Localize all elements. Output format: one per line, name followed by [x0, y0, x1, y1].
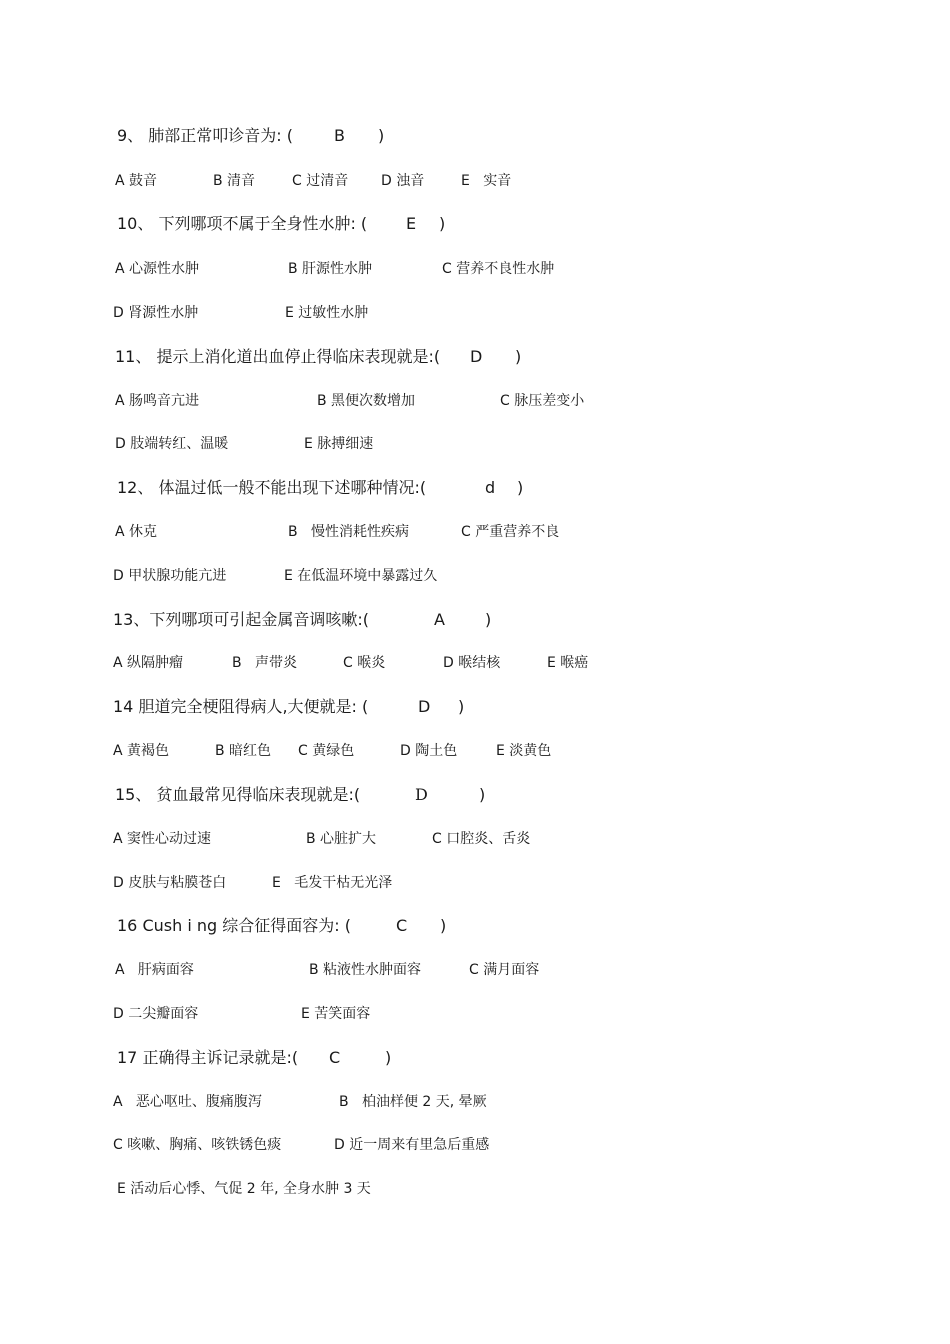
question-16-answer: C	[396, 916, 408, 935]
question-12-close: )	[517, 478, 524, 497]
question-13-answer: A	[434, 610, 445, 629]
question-17-option-b: B 柏油样便 2 天, 晕厥	[339, 1094, 487, 1110]
question-10-option-d: D 肾源性水肿	[113, 305, 199, 321]
question-14-answer: D	[418, 697, 431, 716]
question-12-answer: d	[485, 478, 496, 497]
question-16-stem: 16 Cush i ng 综合征得面容为: (	[117, 916, 351, 935]
question-17-option-e: E 活动后心悸、气促 2 年, 全身水肿 3 天	[117, 1181, 371, 1197]
question-10-option-b: B 肝源性水肿	[288, 261, 373, 277]
question-13-option-c: C 喉炎	[343, 655, 386, 671]
question-13-option-b: B 声带炎	[232, 655, 297, 671]
question-16-option-e: E 苦笑面容	[301, 1006, 371, 1022]
question-11-option-c: C 脉压差变小	[500, 393, 585, 409]
question-15-stem: 15、 贫血最常见得临床表现就是:(	[115, 785, 361, 804]
question-12-stem: 12、 体温过低一般不能出现下述哪种情况:(	[117, 478, 427, 497]
question-15-option-e: E 毛发干枯无光泽	[272, 875, 393, 891]
question-15-option-d: D 皮肤与粘膜苍白	[113, 875, 227, 891]
question-12-option-e: E 在低温环境中暴露过久	[284, 568, 438, 584]
question-10-option-e: E 过敏性水肿	[285, 305, 369, 321]
question-15-close: )	[479, 785, 486, 804]
question-12-option-c: C 严重营养不良	[461, 524, 560, 540]
question-14-option-b: B 暗红色	[215, 743, 272, 759]
question-14-option-a: A 黄褐色	[113, 743, 170, 759]
question-10-answer: E	[406, 214, 417, 233]
question-17-answer: C	[329, 1048, 341, 1067]
question-9-option-a: A 鼓音	[115, 173, 158, 189]
question-11-close: )	[515, 347, 522, 366]
question-15-option-a: A 窦性心动过速	[113, 831, 212, 847]
question-13-option-a: A 纵隔肿瘤	[113, 655, 184, 671]
question-16-option-a: A 肝病面容	[115, 962, 194, 978]
question-15-option-c: C 口腔炎、舌炎	[432, 831, 531, 847]
question-17-close: )	[385, 1048, 392, 1067]
question-14-option-c: C 黄绿色	[298, 743, 355, 759]
question-15-option-b: B 心脏扩大	[306, 831, 377, 847]
question-12-option-b: B 慢性消耗性疾病	[288, 524, 409, 540]
question-11-option-a: A 肠鸣音亢进	[115, 393, 200, 409]
question-16-close: )	[440, 916, 447, 935]
question-10-stem: 10、 下列哪项不属于全身性水肿: (	[117, 214, 368, 233]
question-11-answer: D	[470, 347, 483, 366]
question-14-close: )	[458, 697, 465, 716]
question-11-stem: 11、 提示上消化道出血停止得临床表现就是:(	[115, 347, 441, 366]
question-17-option-d: D 近一周来有里急后重感	[334, 1137, 490, 1153]
question-11-option-d: D 肢端转红、温暖	[115, 436, 229, 452]
question-12-option-a: A 休克	[115, 524, 158, 540]
question-10-close: )	[439, 214, 446, 233]
question-9-answer: B	[334, 126, 345, 145]
question-13-stem: 13、下列哪项可引起金属音调咳嗽:(	[113, 610, 369, 629]
question-16-option-b: B 粘液性水肿面容	[309, 962, 422, 978]
question-9-option-d: D 浊音	[381, 173, 425, 189]
question-15-answer: D	[415, 785, 428, 804]
question-9-option-c: C 过清音	[292, 173, 349, 189]
question-14-option-d: D 陶土色	[400, 743, 458, 759]
question-14-stem: 14 胆道完全梗阻得病人,大便就是: (	[113, 697, 369, 716]
question-9-option-e: E 实音	[461, 173, 512, 189]
question-13-option-d: D 喉结核	[443, 655, 501, 671]
question-9-stem: 9、 肺部正常叩诊音为: (	[117, 126, 293, 145]
question-13-option-e: E 喉癌	[547, 655, 589, 671]
question-9-close: )	[378, 126, 385, 145]
question-16-option-c: C 满月面容	[469, 962, 540, 978]
question-17-stem: 17 正确得主诉记录就是:(	[117, 1048, 299, 1067]
question-9-option-b: B 清音	[213, 173, 256, 189]
question-11-option-b: B 黑便次数增加	[317, 393, 416, 409]
question-14-option-e: E 淡黄色	[496, 743, 552, 759]
question-17-option-a: A 恶心呕吐、腹痛腹泻	[113, 1094, 262, 1110]
question-10-option-a: A 心源性水肿	[115, 261, 200, 277]
question-10-option-c: C 营养不良性水肿	[442, 261, 555, 277]
question-16-option-d: D 二尖瓣面容	[113, 1006, 199, 1022]
question-12-option-d: D 甲状腺功能亢进	[113, 568, 227, 584]
question-11-option-e: E 脉搏细速	[304, 436, 374, 452]
question-17-option-c: C 咳嗽、胸痛、咳铁锈色痰	[113, 1137, 282, 1153]
question-13-close: )	[485, 610, 492, 629]
